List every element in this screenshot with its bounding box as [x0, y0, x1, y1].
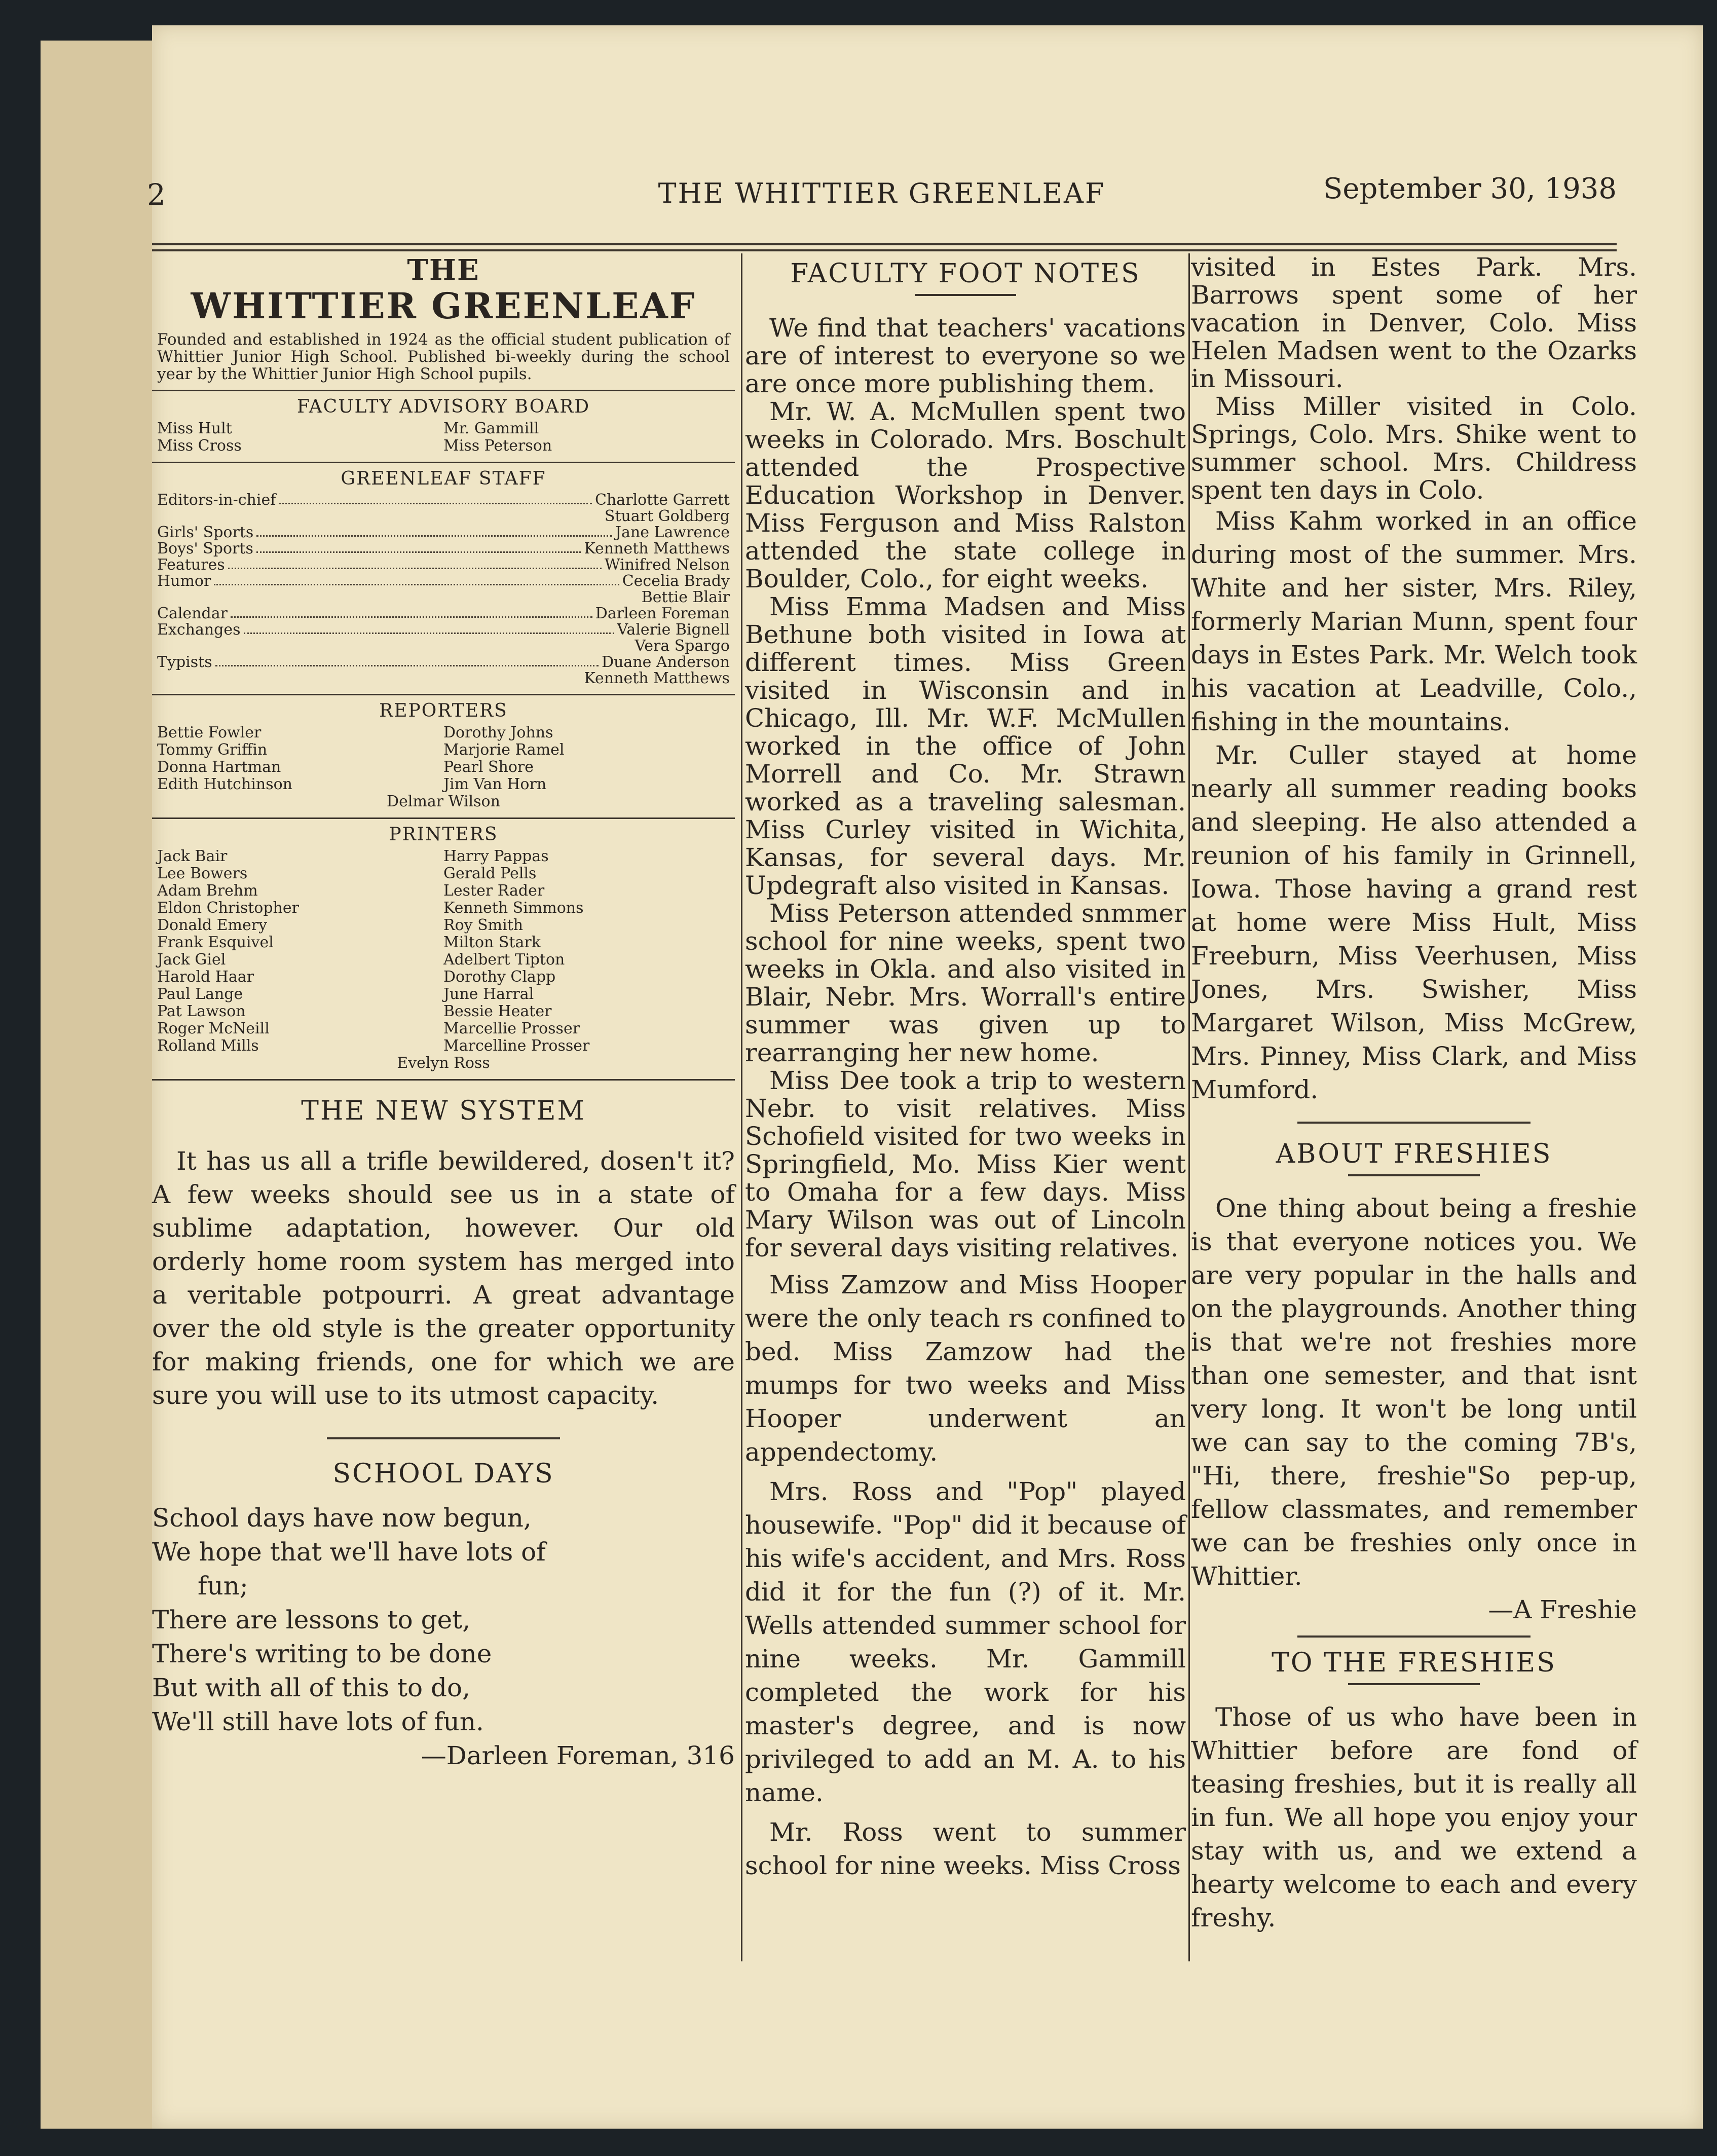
paper-name: THE WHITTIER GREENLEAF	[658, 177, 1106, 209]
article-paragraph: It has us all a trifle bewildered, dosen't it? A few weeks should see us in a state of sublime adaptation, however. Our old orderly home room system has merged into a veritable potpourri. A great advantage over the old style is the greater opportunity for making friends, one for which we are sure you will use to its utmost capacity.	[152, 1146, 735, 1410]
printer: Harold Haar	[157, 968, 254, 986]
column-right	[1191, 253, 1637, 1935]
reporters-list	[152, 724, 735, 793]
staff-role: Girls' Sports	[157, 524, 254, 541]
printer: Harry Pappas	[443, 847, 549, 865]
advisory-board-heading: FACULTY ADVISORY BOARD	[296, 396, 590, 417]
article-paragraph: Miss Zamzow and Miss Hooper were the only teach rs confined to bed. Miss Zamzow had the mumps for two weeks and Miss Hooper underwent an appendectomy.	[745, 1270, 1186, 1467]
advisor: Mr. Gammill	[443, 420, 539, 437]
staff-name: Winifred Nelson	[604, 556, 730, 574]
divider	[327, 1437, 560, 1439]
staff-name: Jane Lawrence	[615, 524, 730, 541]
printers-list	[152, 848, 735, 1055]
school-days-poem	[152, 1501, 735, 1739]
staff-name: Charlotte Garrett	[595, 491, 730, 509]
poem-line: But with all of this to do,	[152, 1673, 471, 1702]
advisor: Miss Cross	[157, 437, 242, 455]
header-rule-2	[152, 249, 1617, 251]
new-system-heading: THE NEW SYSTEM	[301, 1096, 586, 1126]
staff-row	[152, 606, 735, 622]
printer: Paul Lange	[157, 985, 243, 1003]
advisor: Miss Peterson	[443, 437, 552, 455]
printer: Marcellie Prosser	[443, 1020, 580, 1037]
divider	[1348, 1174, 1480, 1176]
reporter: Marjorie Ramel	[443, 741, 565, 759]
column-middle	[745, 253, 1186, 1882]
printer: Frank Esquivel	[157, 934, 274, 951]
dot-leader	[244, 622, 614, 634]
to-the-freshies-heading: TO THE FRESHIES	[1272, 1648, 1556, 1678]
faculty-foot-notes-continued-2	[1191, 504, 1637, 1106]
divider	[1297, 1122, 1531, 1124]
printer: June Harral	[443, 985, 534, 1003]
staff-heading: GREENLEAF STAFF	[341, 468, 546, 489]
article-paragraph: Miss Dee took a trip to western Nebr. to visit relatives. Miss Schofield visited for two weeks in Springfield, Mo. Miss Kier went to Omaha for a few days. Miss Mary Wilson was out of Lincoln for several days visiting relatives.	[745, 1066, 1186, 1262]
reporters-heading: REPORTERS	[379, 700, 508, 721]
about-freshies-heading: ABOUT FRESHIES	[1276, 1139, 1552, 1169]
masthead-title-top: THE	[407, 253, 480, 287]
reporter: Edith Hutchinson	[157, 775, 292, 793]
reporter: Pearl Shore	[443, 758, 534, 776]
staff-row	[152, 638, 735, 654]
header-rule	[152, 243, 1617, 245]
article-paragraph: We find that teachers' vacations are of interest to everyone so we are once more publishing them.	[745, 313, 1186, 398]
column-divider-2	[1188, 253, 1190, 1961]
masthead-description: Founded and established in 1924 as the official student publication of Whittier Junior High School. Published bi-weekly during the school year by the Whittier Junior High School pupils.	[157, 330, 730, 383]
staff-name: Valerie Bignell	[617, 621, 730, 639]
printer: Adelbert Tipton	[443, 951, 565, 969]
printer: Jack Giel	[157, 951, 226, 969]
poem-line: There's writing to be done	[152, 1639, 492, 1668]
staff-list	[152, 492, 735, 687]
staff-name: Darleen Foreman	[595, 605, 730, 622]
staff-name: Stuart Goldberg	[604, 507, 730, 525]
staff-name: Kenneth Matthews	[584, 670, 730, 687]
advisory-board-list	[152, 420, 735, 455]
poem-signature: —Darleen Foreman, 316	[421, 1741, 735, 1770]
printer: Bessie Heater	[443, 1002, 552, 1020]
masthead-title: WHITTIER GREENLEAF	[191, 285, 696, 327]
article-paragraph: Those of us who have been in Whittier before are fond of teasing freshies, but it is really all in fun. We all hope you enjoy your stay with us, and we extend a hearty welcome to each and every freshy.	[1191, 1702, 1637, 1932]
article-paragraph: Mr. Culler stayed at home nearly all summer reading books and sleeping. He also attended a reunion of his family in Grinnell, Iowa. Those having a grand rest at home were Miss Hult, Miss Freeburn, Miss Veerhusen, Miss Jones, Mrs. Swisher, Miss Margaret Wilson, Miss McGrew, Mrs. Pinney, Miss Clark, and Miss Mumford.	[1191, 740, 1637, 1104]
dot-leader	[256, 525, 612, 537]
about-freshies-article	[1191, 1192, 1637, 1593]
staff-role: Editors-in-chief	[157, 491, 276, 509]
staff-name: Vera Spargo	[634, 637, 730, 655]
faculty-foot-notes-article	[745, 314, 1186, 1882]
divider	[152, 694, 735, 695]
printer: Evelyn Ross	[397, 1054, 490, 1072]
staff-role: Typists	[157, 653, 212, 671]
new-system-article	[152, 1144, 735, 1412]
printer: Kenneth Simmons	[443, 899, 584, 917]
reporter: Bettie Fowler	[157, 724, 262, 741]
faculty-foot-notes-heading: FACULTY FOOT NOTES	[790, 258, 1141, 289]
about-freshies-signature: —A Freshie	[1488, 1595, 1637, 1624]
divider	[152, 462, 735, 463]
reporter: Tommy Griffin	[157, 741, 268, 759]
printer: Jack Bair	[157, 847, 228, 865]
printer: Pat Lawson	[157, 1002, 246, 1020]
staff-row	[152, 622, 735, 638]
poem-line: School days have now begun,	[152, 1503, 532, 1533]
school-days-heading: SCHOOL DAYS	[332, 1459, 554, 1489]
to-the-freshies-article	[1191, 1700, 1637, 1935]
staff-role: Features	[157, 556, 225, 574]
poem-line: We'll still have lots of fun.	[152, 1707, 484, 1736]
article-paragraph: Miss Peterson attended snmmer school for nine weeks, spent two weeks in Okla. and also visited in Blair, Nebr. Mrs. Worrall's entire summer was given up to rearranging her new home.	[745, 899, 1186, 1067]
page-number: 2	[147, 177, 166, 212]
printer: Eldon Christopher	[157, 899, 299, 917]
article-paragraph: One thing about being a freshie is that everyone notices you. We are very popular in the halls and on the playgrounds. Another thing is that we're not freshies more than one semester, and that isnt very long. It won't be long until we can say to the coming 7B's, "Hi, there, freshie"So pep-up, fellow classmates, and remember we can be freshies only once in Whittier.	[1191, 1194, 1637, 1591]
staff-role: Exchanges	[157, 621, 241, 639]
reporter: Delmar Wilson	[387, 793, 500, 810]
divider	[152, 390, 735, 391]
dot-leader	[279, 492, 592, 504]
column-divider-1	[741, 253, 742, 1961]
dot-leader	[231, 606, 592, 618]
staff-name: Kenneth Matthews	[584, 540, 730, 557]
reporter: Jim Van Horn	[443, 775, 547, 793]
printer: Rolland Mills	[157, 1037, 259, 1055]
divider	[1297, 1635, 1531, 1638]
issue-date: September 30, 1938	[1323, 172, 1617, 205]
article-paragraph: Miss Miller visited in Colo. Springs, Colo. Mrs. Shike went to summer school. Mrs. Childress spent ten days in Colo.	[1191, 392, 1637, 505]
printer: Roy Smith	[443, 916, 524, 934]
reporter: Dorothy Johns	[443, 724, 553, 741]
poem-line: There are lessons to get,	[152, 1605, 471, 1634]
staff-row	[152, 654, 735, 671]
reporter: Donna Hartman	[157, 758, 281, 776]
poem-line: fun;	[198, 1571, 248, 1601]
printer: Marcelline Prosser	[443, 1037, 590, 1055]
faculty-foot-notes-continued	[1191, 253, 1637, 504]
printer: Donald Emery	[157, 916, 268, 934]
printer: Lester Rader	[443, 882, 545, 900]
divider	[1348, 1683, 1480, 1685]
staff-role: Calendar	[157, 605, 228, 622]
printer: Adam Brehm	[157, 882, 258, 900]
staff-name: Bettie Blair	[641, 588, 730, 606]
article-paragraph: Mr. W. A. McMullen spent two weeks in Colorado. Mrs. Boschult attended the Prospective Education Workshop in Denver. Miss Ferguson and Miss Ralston attended the state college in Boulder, Colo., for eight weeks.	[745, 397, 1186, 593]
printer: Roger McNeill	[157, 1020, 270, 1037]
dot-leader	[215, 654, 599, 666]
dot-leader	[228, 557, 602, 569]
printer: Milton Stark	[443, 934, 541, 951]
advisor: Miss Hult	[157, 420, 232, 437]
dot-leader	[214, 573, 619, 585]
staff-row	[152, 525, 735, 541]
divider	[915, 294, 1016, 296]
staff-row	[152, 589, 735, 606]
article-paragraph: visited in Estes Park. Mrs. Barrows spent some of her vacation in Denver, Colo. Miss Helen Madsen went to the Ozarks in Missouri.	[1191, 252, 1637, 393]
staff-row	[152, 671, 735, 687]
staff-role: Boys' Sports	[157, 540, 253, 557]
article-paragraph: Miss Emma Madsen and Miss Bethune both visited in Iowa at different times. Miss Green visited in Wisconsin and in Chicago, Ill. Mr. W.F. McMullen worked in the office of John Morrell and Co. Mr. Strawn worked as a traveling salesman. Miss Curley visited in Wichita, Kansas, for several days. Mr. Updegraft also visited in Kansas.	[745, 592, 1186, 900]
dot-leader	[256, 541, 581, 553]
staff-row	[152, 573, 735, 589]
staff-name: Duane Anderson	[602, 653, 730, 671]
staff-row	[152, 508, 735, 525]
article-paragraph: Mrs. Ross and "Pop" played housewife. "Pop" did it because of his wife's accident, and Mrs. Ross did it for the fun (?) of it. Mr. Wells attended summer school for nine weeks. Mr. Gammill completed the work for his master's degree, and is now privileged to add an M. A. to his name.	[745, 1477, 1186, 1807]
divider	[152, 1079, 735, 1081]
staff-row	[152, 541, 735, 557]
divider	[152, 817, 735, 819]
staff-row	[152, 557, 735, 573]
printer: Dorothy Clapp	[443, 968, 556, 986]
staff-role: Humor	[157, 572, 211, 590]
page-header	[147, 167, 1617, 223]
poem-line: We hope that we'll have lots of	[152, 1537, 546, 1567]
printers-heading: PRINTERS	[389, 824, 498, 845]
column-left	[152, 253, 735, 1772]
printer: Lee Bowers	[157, 865, 248, 882]
article-paragraph: Mr. Ross went to summer school for nine weeks. Miss Cross	[745, 1817, 1186, 1880]
printer: Gerald Pells	[443, 865, 537, 882]
staff-row	[152, 492, 735, 508]
article-paragraph: Miss Kahm worked in an office during most of the summer. Mrs. White and her sister, Mrs. Riley, formerly Marian Munn, spent four days in Estes Park. Mr. Welch took his vacation at Leadville, Colo., fishing in the mountains.	[1191, 506, 1637, 736]
binding-edge	[41, 41, 160, 2129]
staff-name: Cecelia Brady	[622, 572, 730, 590]
